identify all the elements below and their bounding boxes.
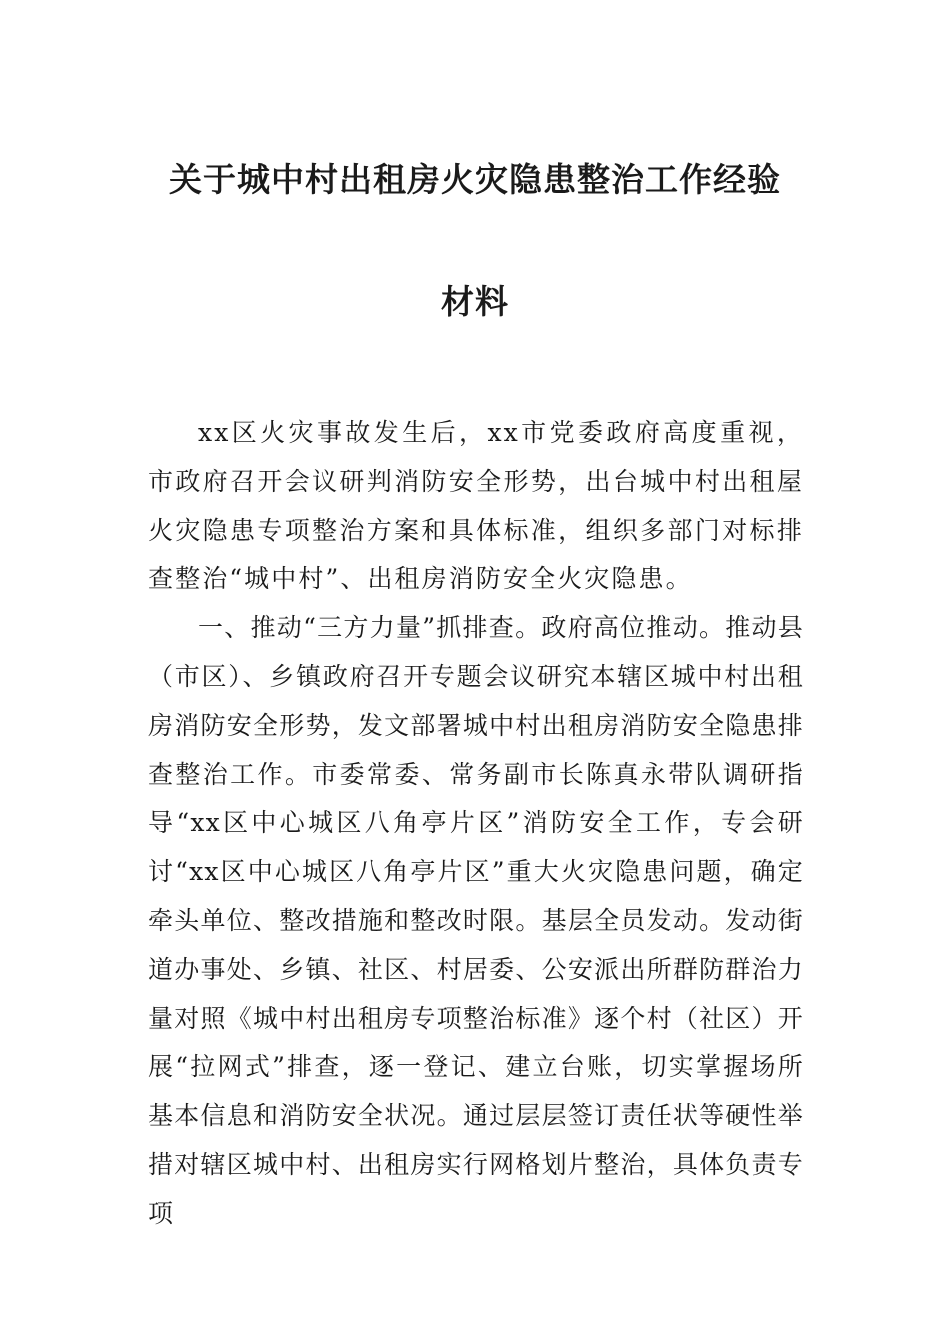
body-paragraph-intro: xx区火灾事故发生后，xx市党委政府高度重视，市政府召开会议研判消防安全形势，出台城中村出租屋火灾隐患专项整治方案和具体标准，组织多部门对标排查整治“城中村”、出租房消防安全火灾隐患。 (148, 418, 804, 594)
document-title-line-1: 关于城中村出租房火灾隐患整治工作经验 (169, 160, 781, 199)
body-paragraph-section-1: 一、推动“三方力量”抓排查。政府高位推动。推动县（市区）、乡镇政府召开专题会议研究本辖区城中村出租房消防安全形势，发文部署城中村出租房消防安全隐患排查整治工作。市委常委、常务副市长陈真永带队调研指导“xx区中心城区八角亭片区”消防安全工作，专会研讨“xx区中心城区八角亭片区”重大火灾隐患问题，确定牵头单位、整改措施和整改时限。基层全员发动。发动街道办事处、乡镇、社区、村居委、公安派出所群防群治力量对照《城中村出租房专项整治标准》逐个村（社区）开展“拉网式”排查，逐一登记、建立台账，切实掌握场所基本信息和消防安全状况。通过层层签订责任状等硬性举措对辖区城中村、出租房实行网格划片整治，具体负责专项 (148, 613, 804, 1228)
document-body (148, 409, 804, 1239)
document-title-line-2: 材料 (441, 282, 509, 321)
